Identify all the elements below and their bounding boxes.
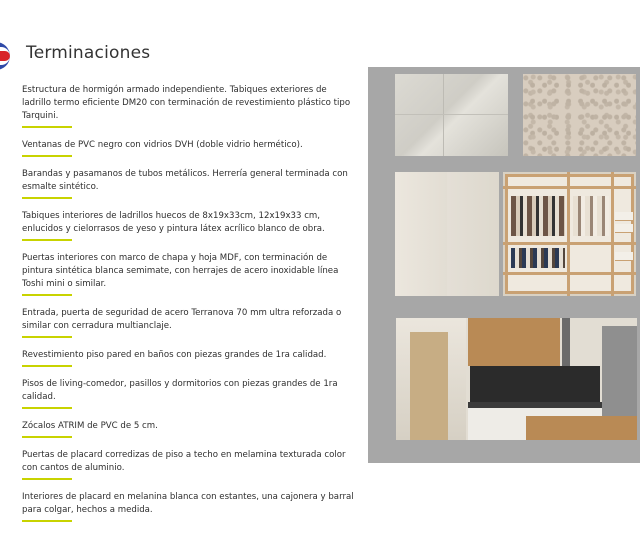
list-item-text: Estructura de hormigón armado independiente. Tabiques exteriores de ladrillo termo eficiente DM20 con terminación de revestimiento plástico tipo Tarquini. <box>22 85 351 121</box>
list-item-text: Entrada, puerta de seguridad de acero Terranova 70 mm ultra reforzada o similar con cerradura multianclaje. <box>22 308 342 331</box>
finishes-list <box>22 84 358 533</box>
list-item <box>22 349 358 371</box>
closet-interior-photo <box>503 172 636 296</box>
brand-logo-icon <box>0 42 10 70</box>
accent-divider <box>22 294 72 296</box>
floor-tile-photo <box>395 74 508 156</box>
textured-wall-photo <box>523 74 636 156</box>
list-item-text: Barandas y pasamanos de tubos metálicos. Herrería general terminada con esmalte sintético. <box>22 169 348 192</box>
list-item <box>22 168 358 203</box>
list-item <box>22 491 358 526</box>
kitchen-photo <box>396 318 637 440</box>
list-item-text: Ventanas de PVC negro con vidrios DVH (doble vidrio hermético). <box>22 140 303 150</box>
list-item-text: Tabiques interiores de ladrillos huecos de 8x19x33cm, 12x19x33 cm, enlucidos y cielorrasos de yeso y pintura látex acrílico blanco de obra. <box>22 211 325 234</box>
closet-doors-photo <box>395 172 499 296</box>
list-item-text: Interiores de placard en melanina blanca con estantes, una cajonera y barral para colgar, hechos a medida. <box>22 492 354 515</box>
list-item <box>22 420 358 442</box>
accent-divider <box>22 239 72 241</box>
list-item-text: Puertas interiores con marco de chapa y hoja MDF, con terminación de pintura sintética blanca semimate, con herrajes de acero inoxidable línea Toshi mini o similar. <box>22 253 339 289</box>
accent-divider <box>22 126 72 128</box>
accent-divider <box>22 520 72 522</box>
list-item-text: Pisos de living-comedor, pasillos y dormitorios con piezas grandes de 1ra calidad. <box>22 379 338 402</box>
list-item <box>22 84 358 132</box>
list-item <box>22 449 358 484</box>
page-title: Terminaciones <box>26 43 151 63</box>
accent-divider <box>22 336 72 338</box>
accent-divider <box>22 155 72 157</box>
list-item-text: Revestimiento piso pared en baños con piezas grandes de 1ra calidad. <box>22 350 327 360</box>
list-item <box>22 378 358 413</box>
accent-divider <box>22 365 72 367</box>
accent-divider <box>22 197 72 199</box>
list-item <box>22 252 358 300</box>
list-item-text: Puertas de placard corredizas de piso a techo en melamina texturada color con cantos de aluminio. <box>22 450 346 473</box>
list-item <box>22 307 358 342</box>
accent-divider <box>22 407 72 409</box>
accent-divider <box>22 436 72 438</box>
list-item <box>22 139 358 161</box>
list-item-text: Zócalos ATRIM de PVC de 5 cm. <box>22 421 158 431</box>
list-item <box>22 210 358 245</box>
